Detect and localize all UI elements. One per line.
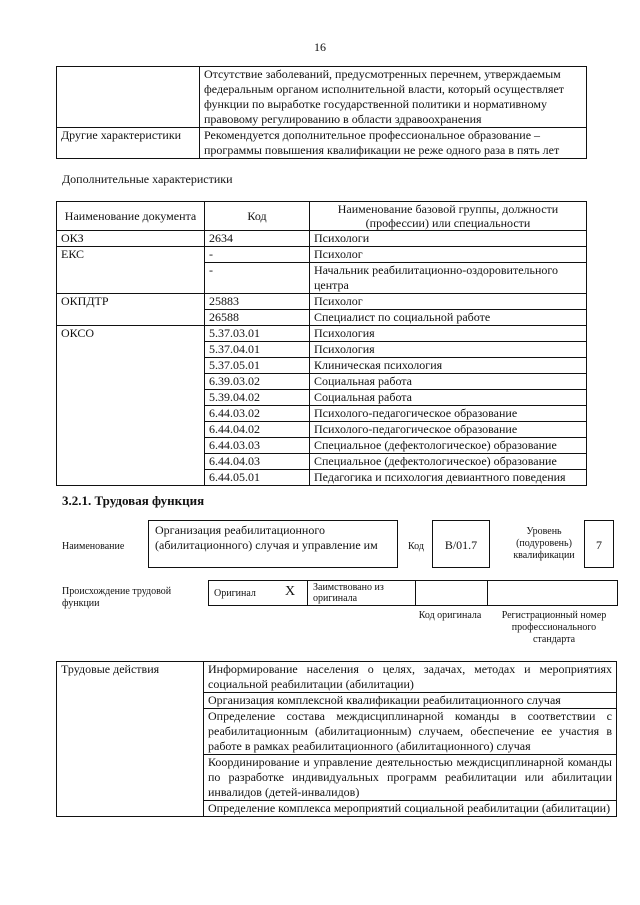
divider xyxy=(487,581,488,605)
origin-code-caption: Код оригинала xyxy=(418,610,482,621)
doc-cell: ОКСО xyxy=(57,326,205,486)
qualification-level-label: Уровень (подуровень) квалификации xyxy=(513,526,575,561)
doc-cell: ОКПДТР xyxy=(57,294,205,326)
name-cell: Начальник реабилитационно-оздоровительного центра xyxy=(310,263,587,294)
page-number: 16 xyxy=(314,40,326,54)
code-cell: - xyxy=(205,247,310,263)
code-cell: 2634 xyxy=(205,231,310,247)
row-value: Рекомендуется дополнительное профессиональное образование – программы повышения квалификации не реже одного раза в пять лет xyxy=(200,128,587,159)
table-row xyxy=(57,247,587,263)
code-cell: 5.37.03.01 xyxy=(205,326,310,342)
function-code-value: B/01.7 xyxy=(432,520,490,568)
function-name-label: Наименование xyxy=(62,541,125,552)
code-cell: 25883 xyxy=(205,294,310,310)
header-code: Код xyxy=(205,202,310,231)
table-header-row xyxy=(57,202,587,231)
name-cell: Психология xyxy=(310,326,587,342)
row-label xyxy=(57,67,200,128)
name-cell: Психолог xyxy=(310,294,587,310)
action-item: Определение комплекса мероприятий социальной реабилитации (абилитации) xyxy=(204,801,617,817)
table-row xyxy=(57,326,587,342)
qualification-level-value: 7 xyxy=(584,520,614,568)
origin-mark: X xyxy=(285,584,296,599)
origin-borrowed: Заимствовано из оригинала xyxy=(313,582,384,604)
code-cell: 26588 xyxy=(205,310,310,326)
divider xyxy=(307,581,308,605)
name-cell: Специальное (дефектологическое) образование xyxy=(310,438,587,454)
header-document: Наименование документа xyxy=(57,202,205,231)
name-cell: Социальная работа xyxy=(310,390,587,406)
code-cell: 6.44.04.03 xyxy=(205,454,310,470)
function-name-value: Организация реабилитационного (абилитационного) случая и управление им xyxy=(148,520,398,568)
requirements-table xyxy=(56,66,587,159)
code-cell: 6.39.03.02 xyxy=(205,374,310,390)
row-value: Отсутствие заболеваний, предусмотренных перечнем, утверждаемым федеральным органом исполнительной власти, который осуществляет функции по выработке государственной политики и нормативному правовому регулированию в области здравоохранения xyxy=(200,67,587,128)
table-row xyxy=(57,67,587,128)
code-cell: 5.39.04.02 xyxy=(205,390,310,406)
code-cell: 5.37.05.01 xyxy=(205,358,310,374)
origin-original: Оригинал xyxy=(214,588,256,599)
code-cell: 6.44.05.01 xyxy=(205,470,310,486)
function-code-label: Код xyxy=(408,541,424,552)
section-title: 3.2.1. Трудовая функция xyxy=(62,493,205,508)
table-row xyxy=(57,294,587,310)
name-cell: Специальное (дефектологическое) образование xyxy=(310,454,587,470)
row-label: Другие характеристики xyxy=(57,128,200,159)
name-cell: Психологи xyxy=(310,231,587,247)
name-cell: Психолог xyxy=(310,247,587,263)
origin-reg-caption: Регистрационный номер профессионального стандарта xyxy=(501,610,607,645)
name-cell: Специалист по социальной работе xyxy=(310,310,587,326)
table-row xyxy=(57,662,617,693)
divider xyxy=(415,581,416,605)
labor-actions-table xyxy=(56,661,617,817)
table-row xyxy=(57,231,587,247)
action-item: Информирование населения о целях, задачах, методах и мероприятиях социальной реабилитации (абилитации) xyxy=(204,662,617,693)
additional-characteristics-title: Дополнительные характеристики xyxy=(62,172,233,186)
code-cell: 5.37.04.01 xyxy=(205,342,310,358)
name-cell: Психолого-педагогическое образование xyxy=(310,406,587,422)
name-cell: Психология xyxy=(310,342,587,358)
code-cell: 6.44.04.02 xyxy=(205,422,310,438)
code-cell: 6.44.03.02 xyxy=(205,406,310,422)
doc-cell: ЕКС xyxy=(57,247,205,294)
name-cell: Педагогика и психология девиантного поведения xyxy=(310,470,587,486)
doc-cell: ОКЗ xyxy=(57,231,205,247)
name-cell: Социальная работа xyxy=(310,374,587,390)
action-item: Организация комплексной квалификации реабилитационного случая xyxy=(204,693,617,709)
code-cell: - xyxy=(205,263,310,294)
additional-characteristics-table xyxy=(56,201,587,486)
origin-label: Происхождение трудовой функции xyxy=(62,586,172,609)
table-row xyxy=(57,128,587,159)
actions-label: Трудовые действия xyxy=(57,662,204,817)
header-name: Наименование базовой группы, должности (профессии) или специальности xyxy=(310,202,587,231)
code-cell: 6.44.03.03 xyxy=(205,438,310,454)
name-cell: Психолого-педагогическое образование xyxy=(310,422,587,438)
action-item: Определение состава междисциплинарной команды в соответствии с реабилитационным (абилитационным) случаем, обеспечение ее участия в работе в рамках реабилитационного (абилитационного) случая xyxy=(204,709,617,755)
action-item: Координирование и управление деятельностью междисциплинарной команды по разработке индивидуальных программ реабилитации или абилитации инвалидов (детей-инвалидов) xyxy=(204,755,617,801)
name-cell: Клиническая психология xyxy=(310,358,587,374)
origin-box xyxy=(208,580,618,606)
